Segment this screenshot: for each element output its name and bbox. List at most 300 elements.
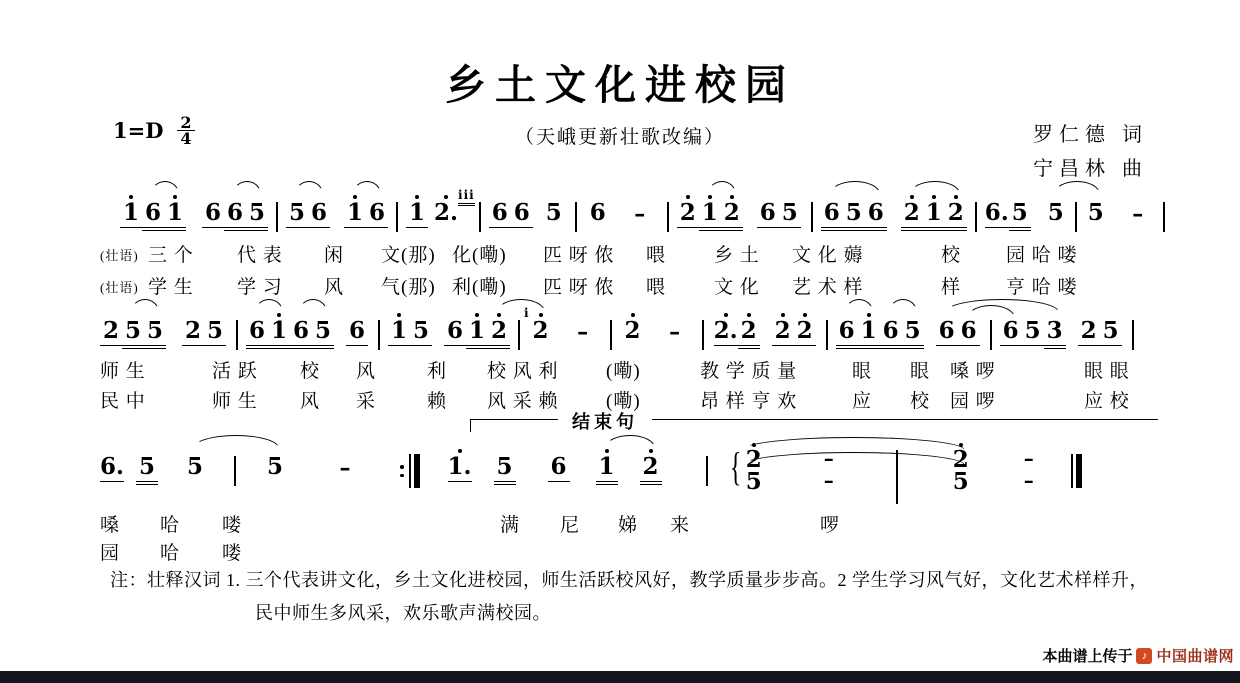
lyric-segment: 匹 呀 侬 [543,277,615,298]
lyric-segment: 活 跃 [212,361,258,382]
note [344,192,366,235]
note [677,192,699,235]
note [865,192,887,235]
lyric-segment: 乡 土 [714,245,760,266]
lyric-segment: 眼 眼 [1084,361,1130,382]
lyric-segment: 哈 [160,515,181,536]
note-number: 2 [679,199,696,226]
lyrics-row [0,510,1240,536]
note-number: 2 [1080,317,1097,344]
beam-lines [410,343,432,353]
note [366,192,388,235]
note [290,310,312,353]
note-number: 5 [496,453,513,480]
note [136,446,158,489]
lyric-segment: 亨 哈 喽 [1006,277,1078,298]
note [100,446,124,489]
lyric-segment: 闲 [324,245,345,266]
note-number: 2 [947,199,964,226]
note [1044,310,1066,353]
footnote-line-1: 注：壮释汉词 1. 三个代表讲文化，乡土文化进校园，师生活跃校风好，教学质量步步高。2 学生学习风气好，文化艺术样样升， [110,570,1148,590]
note-number: 6 [1002,317,1019,344]
note-number: 1. [447,453,472,480]
note [202,192,224,235]
note [779,192,801,235]
note-number: 6 [589,199,606,226]
beam-lines [144,343,166,353]
beam-lines [640,479,662,489]
note [843,192,865,235]
beam-lines [530,343,552,353]
lyric-segment: 啰 [820,515,841,536]
note [494,446,516,489]
beam-lines [714,343,738,353]
music-line-1 [0,178,1240,240]
note-number: 2 [745,446,762,473]
lyric-segment: 嗓 啰 [950,361,996,382]
note [184,446,206,489]
lyric-segment: 喂 [646,245,667,266]
note [448,446,472,489]
beam-lines [448,479,472,489]
time-denominator: 4 [180,129,192,148]
beam-lines [344,225,366,235]
lyric-segment: 喽 [222,515,243,536]
lyric-segment: (壮语) [100,248,139,263]
barline [1163,202,1165,232]
chord-brace: { [729,443,741,489]
note [923,192,945,235]
beam-lines [489,225,511,235]
note-number: 6 [226,199,243,226]
beam-lines [1078,343,1100,353]
chord-sustain-dashes: – – [1023,446,1034,492]
beam-lines [779,225,801,235]
lyric-segment: 样 [941,277,962,298]
lyric-segment: 校 [300,361,321,382]
beam-lines [836,343,858,353]
beam-lines [388,343,410,353]
note [286,192,308,235]
final-barline [1071,454,1082,488]
composer-credit: 宁昌林 曲 [1033,158,1148,180]
note [182,310,204,353]
note-number: 5 [139,453,156,480]
note [548,446,570,489]
key-label: 1=D [113,118,164,143]
lyrics-row [0,538,1240,564]
beam-lines [1044,343,1066,353]
note [587,192,609,235]
beam-lines [444,343,466,353]
note [388,310,410,353]
beam-lines [120,225,142,235]
grace-value: i [524,306,530,320]
lyric-segment: 民 中 [100,391,146,412]
beam-lines [1009,225,1031,235]
lyric-segment: 风 采 赖 [487,391,559,412]
lyric-segment: 园 啰 [950,391,996,412]
lyrics-row [0,240,1240,266]
note-number: 2 [903,199,920,226]
barline [610,320,612,350]
note-number: 2 [723,199,740,226]
beam-lines [1085,225,1107,235]
lyric-segment: 应 [852,391,873,412]
beam-lines [958,343,980,353]
barline [990,320,992,350]
note [640,446,662,489]
note [444,310,466,353]
lyric-segment: 满 [500,515,521,536]
chord-sustain-dashes: – – [823,446,834,492]
beam-lines [738,343,760,353]
barline [702,320,704,350]
note-number: 5 [206,317,223,344]
note-number: 6 [513,199,530,226]
lyric-segment: 艺 术 样 [792,277,864,298]
barline [518,320,520,350]
lyric-segment: 利(嘞) [452,277,507,298]
note [757,192,779,235]
beam-lines [136,479,158,489]
note-number: 1 [408,199,425,226]
note [489,192,511,235]
beam-lines [821,225,843,235]
lyric-segment: 来 [670,515,691,536]
lyric-segment: 校 [910,391,931,412]
footnote-line-2: 民中师生多风采，欢乐歌声满校园。 [255,603,551,623]
note [772,310,794,353]
note-number: 5 [267,453,284,480]
note-number: 5 [1102,317,1119,344]
beam-lines [622,343,644,353]
lyric-segment: 气(那) [381,277,436,298]
note [1009,192,1031,235]
note-number: 5 [904,317,921,344]
lyric-segment: 哈 [160,543,181,564]
beam-lines [164,225,186,235]
note-number: 5 [187,453,204,480]
barline [378,320,380,350]
beam-lines [308,225,330,235]
note-number: 6 [368,199,385,226]
lyricist-credit: 罗仁德 词 [1033,124,1148,146]
note [714,310,738,353]
beam-lines [290,343,312,353]
lyric-segment: 喂 [646,277,667,298]
note-number: 2 [624,317,641,344]
note [346,310,368,353]
note [466,310,488,353]
lyric-segment: 文 化 [714,277,760,298]
beam-lines [548,479,570,489]
note-number: 2 [774,317,791,344]
note [936,310,958,353]
beam-lines [880,343,902,353]
ending-phrase-bracket [470,410,1158,430]
note-number: 6 [310,199,327,226]
lyric-segment: 娣 [618,515,639,536]
note-number: 6 [204,199,221,226]
beam-lines [1022,343,1044,353]
barline [706,456,708,486]
lyric-segment: 学 习 [237,277,283,298]
note [622,310,644,353]
sustain-dash: – [577,319,589,345]
barline [575,202,577,232]
bottom-edge-bar [0,671,1240,683]
note-number: 6 [348,317,365,344]
beam-lines [182,343,204,353]
song-title: 乡土文化进校园 [445,62,795,108]
note-number: 6 [144,199,161,226]
uploaded-text: 本曲谱上传于 [1042,649,1133,665]
lyric-segment: 喽 [222,543,243,564]
beam-lines [772,343,794,353]
beam-lines [511,225,533,235]
note [902,310,924,353]
note-number: 1 [925,199,942,226]
note [596,446,618,489]
barline [811,202,813,232]
lyric-segment: 文 化 薅 [792,245,864,266]
note [794,310,816,353]
music-line-2 [0,296,1240,358]
note [120,192,142,235]
note-number: 1 [166,199,183,226]
note [1022,310,1044,353]
beam-lines [406,225,428,235]
note-number: 1 [701,199,718,226]
beam-lines [901,225,923,235]
note-number: 1 [346,199,363,226]
beam-lines [100,343,122,353]
barline [479,202,481,232]
lyric-segment: 文(那) [381,245,436,266]
note-number: 6 [248,317,265,344]
note [530,310,552,353]
lyric-segment: 匹 呀 侬 [543,245,615,266]
note-number: 5 [1011,199,1028,226]
ending-phrase-label: 结束句 [558,408,652,434]
beam-lines [596,479,618,489]
note [1078,310,1100,353]
lyric-segment: 师 生 [100,361,146,382]
note [224,192,246,235]
note [699,192,721,235]
barline [667,202,669,232]
lyric-segment: 校 [941,245,962,266]
beam-lines [246,225,268,235]
note [488,310,510,353]
note-number: 2 [532,317,549,344]
lyric-segment: 风 [356,361,377,382]
note [100,310,122,353]
note-number: 1 [122,199,139,226]
lyric-segment: 昂 样 亨 欢 [700,391,798,412]
note [901,192,923,235]
beam-lines [587,225,609,235]
note-number: 2 [796,317,813,344]
note [308,192,330,235]
thick-bar [1076,454,1082,488]
lyric-segment: 眼 [852,361,873,382]
thin-bar [1071,454,1073,488]
site-watermark [1042,645,1234,666]
note-number: 1 [390,317,407,344]
note [1100,310,1122,353]
note-number: 2 [740,317,757,344]
sustain-dash: – [634,201,646,227]
note-number: 1 [270,317,287,344]
note-number: 5 [745,468,762,495]
beam-lines [466,343,488,353]
beam-lines [264,479,286,489]
note-number: 5 [412,317,429,344]
note-number: 5 [146,317,163,344]
lyric-segment: 尼 [560,515,581,536]
note-number: 1 [598,453,615,480]
note-number: 2 [642,453,659,480]
beam-lines [1000,343,1022,353]
bracket-corner [470,419,471,432]
lyric-segment: 师 生 [212,391,258,412]
beam-lines [204,343,226,353]
note-number: 6 [292,317,309,344]
lyric-segment: 三 个 [148,245,194,266]
note [164,192,186,235]
note [543,192,565,235]
note-number: 6 [938,317,955,344]
note-number: 2 [952,446,969,473]
key-signature [113,115,195,146]
barline [1075,202,1077,232]
song-subtitle: （天峨更新壮歌改编） [514,127,726,148]
note [312,310,334,353]
lyrics-row [0,386,1240,412]
grace-note [458,189,475,209]
note [122,310,144,353]
beam-lines [184,479,206,489]
sustain-dash: – [339,455,351,481]
beam-lines [458,201,475,209]
lyrics-row [0,272,1240,298]
note-number: 6 [882,317,899,344]
lyric-segment: 采 [356,391,377,412]
beam-lines [945,225,967,235]
note-number: 5 [1024,317,1041,344]
note-number: 2. [713,317,738,344]
note-number: 5 [1087,199,1104,226]
beam-lines [1100,343,1122,353]
note [434,192,458,235]
beam-lines [268,343,290,353]
note-number: 2. [434,199,459,226]
lyric-segment: 眼 [910,361,931,382]
lyric-segment: 代 表 [237,245,283,266]
note-number: 5 [1047,199,1064,226]
thick-bar [414,454,420,488]
beam-lines [366,225,388,235]
beam-lines [122,343,144,353]
note-number: 5 [545,199,562,226]
beam-lines [494,479,516,489]
beam-lines [721,225,743,235]
note [836,310,858,353]
lyric-segment: (壮语) [100,280,139,295]
note [246,192,268,235]
lyric-segment: (嘞) [606,361,641,382]
grace-value: iii [458,188,475,202]
beam-lines [757,225,779,235]
note [268,310,290,353]
note-number: 2 [184,317,201,344]
lyric-segment: 化(嘞) [452,245,507,266]
sustain-dash: – [669,319,681,345]
note-number: 5 [845,199,862,226]
lyric-segment: 园 哈 喽 [1006,245,1078,266]
note-number: 5 [781,199,798,226]
lyric-segment: 风 [300,391,321,412]
beam-lines [346,343,368,353]
note [246,310,268,353]
beam-lines [858,343,880,353]
lyrics-row [0,356,1240,382]
sustain-dash: – [1132,201,1144,227]
barline [396,202,398,232]
note-number: 6 [867,199,884,226]
beam-lines [142,225,164,235]
site-logo-icon: ♪ [1136,648,1152,664]
note-number: 5 [248,199,265,226]
beam-lines [202,225,224,235]
note [738,310,760,353]
beam-lines [224,225,246,235]
beam-lines [312,343,334,353]
note [721,192,743,235]
note-number: 6 [823,199,840,226]
lyric-segment: 校 风 利 [487,361,559,382]
note [821,192,843,235]
lyric-segment: 应 校 [1084,391,1130,412]
note-number: 5 [124,317,141,344]
lyric-segment: 嗓 [100,515,121,536]
note [1085,192,1107,235]
beam-lines [100,479,124,489]
barline [234,456,236,486]
barline [236,320,238,350]
lyric-segment: 风 [324,277,345,298]
note [880,310,902,353]
note [858,310,880,353]
beam-lines [936,343,958,353]
lyric-segment: (嘞) [606,391,641,412]
beam-lines [677,225,699,235]
note-number: 6. [100,453,125,480]
time-signature [177,115,194,146]
note-number: 6 [838,317,855,344]
beam-lines [843,225,865,235]
barline [276,202,278,232]
beam-lines [434,225,458,235]
beam-lines [246,343,268,353]
beam-lines [488,343,510,353]
beam-lines [923,225,945,235]
beam-lines [902,343,924,353]
beam-lines [286,225,308,235]
note [264,446,286,489]
